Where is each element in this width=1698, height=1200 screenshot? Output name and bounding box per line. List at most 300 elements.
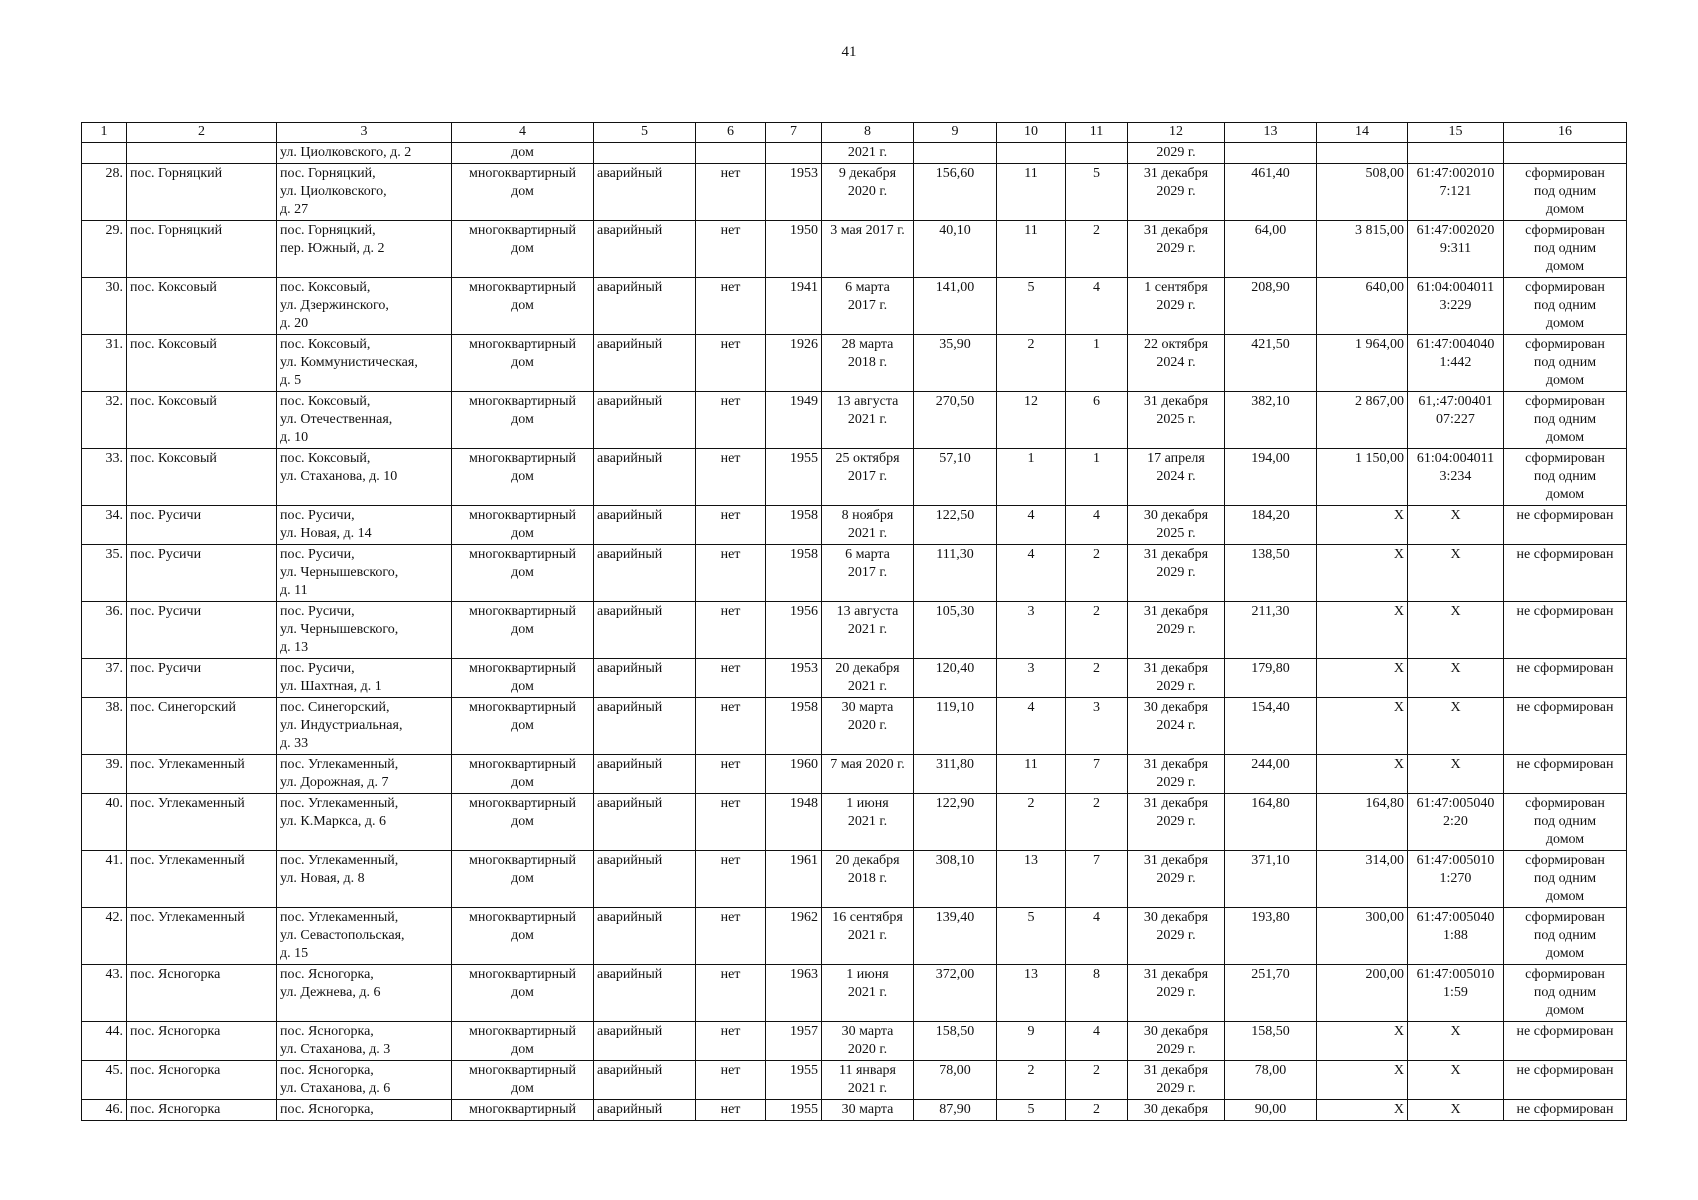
cell-resettlement-deadline: 31 декабря 2029 г. bbox=[1128, 659, 1225, 698]
cell-row-number: 28. bbox=[82, 164, 127, 221]
cell-cultural-heritage: нет bbox=[696, 908, 766, 965]
cell-row-number: 45. bbox=[82, 1061, 127, 1100]
cell-apartments: 4 bbox=[1066, 278, 1128, 335]
cell-condition: аварийный bbox=[594, 1061, 696, 1100]
cell-cultural-heritage: нет bbox=[696, 851, 766, 908]
cell-row-number: 39. bbox=[82, 755, 127, 794]
table-row bbox=[82, 851, 1627, 908]
cell-building-type: многоквартирный дом bbox=[452, 794, 594, 851]
cell-year-built: 1956 bbox=[766, 602, 822, 659]
cell-building-type: многоквартирный дом bbox=[452, 698, 594, 755]
cell-cadastral-number: X bbox=[1408, 1100, 1504, 1121]
cell-address: пос. Ясногорка, bbox=[277, 1100, 452, 1121]
cell-recognition-date: 2021 г. bbox=[822, 143, 914, 164]
cell-apartments: 7 bbox=[1066, 755, 1128, 794]
cell-area: 311,80 bbox=[914, 755, 997, 794]
cell-apartments: 2 bbox=[1066, 221, 1128, 278]
cell-recognition-date: 7 мая 2020 г. bbox=[822, 755, 914, 794]
cell-year-built: 1958 bbox=[766, 545, 822, 602]
cell-residents: 4 bbox=[997, 506, 1066, 545]
column-header-1: 1 bbox=[82, 123, 127, 143]
table-row bbox=[82, 1061, 1627, 1100]
table-row bbox=[82, 965, 1627, 1022]
cell-residents: 2 bbox=[997, 335, 1066, 392]
cell-area: 122,90 bbox=[914, 794, 997, 851]
cell-year-built: 1955 bbox=[766, 449, 822, 506]
cell-condition: аварийный bbox=[594, 755, 696, 794]
cell-row-number: 29. bbox=[82, 221, 127, 278]
cell-settlement: пос. Русичи bbox=[127, 545, 277, 602]
cell-residents: 5 bbox=[997, 1100, 1066, 1121]
cell-condition: аварийный bbox=[594, 1100, 696, 1121]
cell-recognition-date: 13 августа 2021 г. bbox=[822, 602, 914, 659]
cell-row-number: 30. bbox=[82, 278, 127, 335]
table-row bbox=[82, 602, 1627, 659]
cell-apartments: 2 bbox=[1066, 794, 1128, 851]
column-header-10: 10 bbox=[997, 123, 1066, 143]
cell-cadastral-number: X bbox=[1408, 1061, 1504, 1100]
cell-land-plot-area: X bbox=[1317, 506, 1408, 545]
cell-settlement: пос. Коксовый bbox=[127, 278, 277, 335]
cell-address: пос. Русичи, ул. Новая, д. 14 bbox=[277, 506, 452, 545]
cell-condition bbox=[594, 143, 696, 164]
cell-cultural-heritage: нет bbox=[696, 449, 766, 506]
cell-residents: 13 bbox=[997, 965, 1066, 1022]
cell-cadastral-number: 61:47:005010 1:59 bbox=[1408, 965, 1504, 1022]
cell-apartments: 2 bbox=[1066, 545, 1128, 602]
column-header-12: 12 bbox=[1128, 123, 1225, 143]
cell-recognition-date: 28 марта 2018 г. bbox=[822, 335, 914, 392]
cell-cultural-heritage: нет bbox=[696, 698, 766, 755]
cell-cadastral-number: 61:47:005040 1:88 bbox=[1408, 908, 1504, 965]
cell-resettlement-deadline: 22 октября 2024 г. bbox=[1128, 335, 1225, 392]
cell-cadastral-number: 61:47:005040 2:20 bbox=[1408, 794, 1504, 851]
cell-total-area: 78,00 bbox=[1225, 1061, 1317, 1100]
cell-row-number: 41. bbox=[82, 851, 127, 908]
cell-apartments: 8 bbox=[1066, 965, 1128, 1022]
cell-recognition-date: 9 декабря 2020 г. bbox=[822, 164, 914, 221]
table-row bbox=[82, 143, 1627, 164]
cell-row-number: 43. bbox=[82, 965, 127, 1022]
cell-apartments bbox=[1066, 143, 1128, 164]
cell-residents: 3 bbox=[997, 602, 1066, 659]
cell-area bbox=[914, 143, 997, 164]
cell-address: пос. Ясногорка, ул. Стаханова, д. 6 bbox=[277, 1061, 452, 1100]
cell-cadastral-number: 61:47:002010 7:121 bbox=[1408, 164, 1504, 221]
cell-address: пос. Коксовый, ул. Стаханова, д. 10 bbox=[277, 449, 452, 506]
column-header-11: 11 bbox=[1066, 123, 1128, 143]
cell-cultural-heritage bbox=[696, 143, 766, 164]
cell-area: 139,40 bbox=[914, 908, 997, 965]
cell-area: 40,10 bbox=[914, 221, 997, 278]
cell-year-built: 1949 bbox=[766, 392, 822, 449]
cell-land-plot-status: не сформирован bbox=[1504, 1022, 1627, 1061]
cell-land-plot-area: X bbox=[1317, 602, 1408, 659]
cell-settlement: пос. Синегорский bbox=[127, 698, 277, 755]
cell-area: 78,00 bbox=[914, 1061, 997, 1100]
cell-cadastral-number: X bbox=[1408, 602, 1504, 659]
column-header-8: 8 bbox=[822, 123, 914, 143]
cell-year-built: 1953 bbox=[766, 164, 822, 221]
cell-land-plot-area: X bbox=[1317, 698, 1408, 755]
cell-land-plot-area bbox=[1317, 143, 1408, 164]
cell-condition: аварийный bbox=[594, 851, 696, 908]
cell-condition: аварийный bbox=[594, 221, 696, 278]
cell-land-plot-area: 300,00 bbox=[1317, 908, 1408, 965]
cell-resettlement-deadline: 31 декабря 2029 г. bbox=[1128, 1061, 1225, 1100]
cell-resettlement-deadline: 30 декабря 2024 г. bbox=[1128, 698, 1225, 755]
cell-building-type: многоквартирный дом bbox=[452, 659, 594, 698]
cell-area: 141,00 bbox=[914, 278, 997, 335]
cell-building-type: многоквартирный дом bbox=[452, 965, 594, 1022]
cell-apartments: 7 bbox=[1066, 851, 1128, 908]
cell-resettlement-deadline: 30 декабря 2029 г. bbox=[1128, 1022, 1225, 1061]
cell-cultural-heritage: нет bbox=[696, 164, 766, 221]
cell-settlement bbox=[127, 143, 277, 164]
cell-land-plot-area: 3 815,00 bbox=[1317, 221, 1408, 278]
cell-condition: аварийный bbox=[594, 164, 696, 221]
cell-building-type: многоквартирный дом bbox=[452, 449, 594, 506]
cell-address: пос. Углекаменный, ул. К.Маркса, д. 6 bbox=[277, 794, 452, 851]
cell-resettlement-deadline: 31 декабря 2025 г. bbox=[1128, 392, 1225, 449]
cell-year-built: 1957 bbox=[766, 1022, 822, 1061]
table-row bbox=[82, 335, 1627, 392]
column-header-6: 6 bbox=[696, 123, 766, 143]
cell-apartments: 3 bbox=[1066, 698, 1128, 755]
cell-total-area: 64,00 bbox=[1225, 221, 1317, 278]
cell-settlement: пос. Ясногорка bbox=[127, 1100, 277, 1121]
cell-row-number: 37. bbox=[82, 659, 127, 698]
column-header-16: 16 bbox=[1504, 123, 1627, 143]
cell-apartments: 6 bbox=[1066, 392, 1128, 449]
cell-apartments: 2 bbox=[1066, 602, 1128, 659]
cell-residents: 1 bbox=[997, 449, 1066, 506]
cell-settlement: пос. Углекаменный bbox=[127, 851, 277, 908]
cell-land-plot-status: не сформирован bbox=[1504, 1100, 1627, 1121]
cell-cultural-heritage: нет bbox=[696, 545, 766, 602]
cell-building-type: многоквартирный дом bbox=[452, 164, 594, 221]
cell-recognition-date: 16 сентября 2021 г. bbox=[822, 908, 914, 965]
cell-address: пос. Русичи, ул. Чернышевского, д. 13 bbox=[277, 602, 452, 659]
cell-total-area: 90,00 bbox=[1225, 1100, 1317, 1121]
cell-year-built bbox=[766, 143, 822, 164]
cell-condition: аварийный bbox=[594, 1022, 696, 1061]
cell-apartments: 4 bbox=[1066, 908, 1128, 965]
cell-row-number: 36. bbox=[82, 602, 127, 659]
table-row bbox=[82, 221, 1627, 278]
cell-area: 308,10 bbox=[914, 851, 997, 908]
cell-recognition-date: 8 ноября 2021 г. bbox=[822, 506, 914, 545]
cell-recognition-date: 30 марта 2020 г. bbox=[822, 1022, 914, 1061]
cell-address: пос. Горняцкий, ул. Циолковского, д. 27 bbox=[277, 164, 452, 221]
cell-condition: аварийный bbox=[594, 698, 696, 755]
cell-total-area: 184,20 bbox=[1225, 506, 1317, 545]
table-row bbox=[82, 164, 1627, 221]
cell-building-type: многоквартирный дом bbox=[452, 335, 594, 392]
cell-row-number: 33. bbox=[82, 449, 127, 506]
cell-apartments: 2 bbox=[1066, 659, 1128, 698]
cell-address: пос. Коксовый, ул. Коммунистическая, д. 5 bbox=[277, 335, 452, 392]
column-header-2: 2 bbox=[127, 123, 277, 143]
cell-resettlement-deadline: 30 декабря 2025 г. bbox=[1128, 506, 1225, 545]
table-row bbox=[82, 755, 1627, 794]
cell-area: 372,00 bbox=[914, 965, 997, 1022]
cell-residents: 13 bbox=[997, 851, 1066, 908]
cell-land-plot-status: сформирован под одним домом bbox=[1504, 851, 1627, 908]
cell-recognition-date: 3 мая 2017 г. bbox=[822, 221, 914, 278]
cell-recognition-date: 6 марта 2017 г. bbox=[822, 278, 914, 335]
cell-residents: 2 bbox=[997, 1061, 1066, 1100]
cell-row-number: 35. bbox=[82, 545, 127, 602]
cell-resettlement-deadline: 30 декабря 2029 г. bbox=[1128, 908, 1225, 965]
cell-land-plot-status: сформирован под одним домом bbox=[1504, 965, 1627, 1022]
cell-residents: 11 bbox=[997, 164, 1066, 221]
table-row bbox=[82, 659, 1627, 698]
cell-recognition-date: 6 марта 2017 г. bbox=[822, 545, 914, 602]
cell-building-type: многоквартирный дом bbox=[452, 908, 594, 965]
cell-recognition-date: 1 июня 2021 г. bbox=[822, 965, 914, 1022]
cell-settlement: пос. Ясногорка bbox=[127, 1022, 277, 1061]
cell-settlement: пос. Русичи bbox=[127, 602, 277, 659]
cell-land-plot-status: не сформирован bbox=[1504, 506, 1627, 545]
cell-row-number: 42. bbox=[82, 908, 127, 965]
cell-residents: 5 bbox=[997, 278, 1066, 335]
cell-year-built: 1955 bbox=[766, 1100, 822, 1121]
cell-cultural-heritage: нет bbox=[696, 392, 766, 449]
cell-building-type: многоквартирный дом bbox=[452, 278, 594, 335]
cell-resettlement-deadline: 31 декабря 2029 г. bbox=[1128, 221, 1225, 278]
cell-building-type: многоквартирный дом bbox=[452, 1061, 594, 1100]
cell-address: пос. Ясногорка, ул. Стаханова, д. 3 bbox=[277, 1022, 452, 1061]
cell-recognition-date: 30 марта bbox=[822, 1100, 914, 1121]
cell-area: 120,40 bbox=[914, 659, 997, 698]
cell-cultural-heritage: нет bbox=[696, 335, 766, 392]
cell-residents: 3 bbox=[997, 659, 1066, 698]
cell-year-built: 1961 bbox=[766, 851, 822, 908]
cell-building-type: многоквартирный дом bbox=[452, 1022, 594, 1061]
cell-year-built: 1960 bbox=[766, 755, 822, 794]
table-row bbox=[82, 1022, 1627, 1061]
cell-land-plot-area: 640,00 bbox=[1317, 278, 1408, 335]
cell-condition: аварийный bbox=[594, 545, 696, 602]
cell-resettlement-deadline: 30 декабря bbox=[1128, 1100, 1225, 1121]
cell-building-type: многоквартирный bbox=[452, 1100, 594, 1121]
cell-resettlement-deadline: 31 декабря 2029 г. bbox=[1128, 851, 1225, 908]
cell-cadastral-number: 61:47:004040 1:442 bbox=[1408, 335, 1504, 392]
cell-total-area: 461,40 bbox=[1225, 164, 1317, 221]
cell-cadastral-number: X bbox=[1408, 545, 1504, 602]
cell-total-area: 382,10 bbox=[1225, 392, 1317, 449]
table-row bbox=[82, 392, 1627, 449]
cell-total-area: 371,10 bbox=[1225, 851, 1317, 908]
cell-year-built: 1953 bbox=[766, 659, 822, 698]
cell-total-area: 164,80 bbox=[1225, 794, 1317, 851]
cell-building-type: дом bbox=[452, 143, 594, 164]
cell-apartments: 4 bbox=[1066, 506, 1128, 545]
column-header-14: 14 bbox=[1317, 123, 1408, 143]
cell-area: 119,10 bbox=[914, 698, 997, 755]
cell-land-plot-area: 314,00 bbox=[1317, 851, 1408, 908]
cell-year-built: 1963 bbox=[766, 965, 822, 1022]
cell-cultural-heritage: нет bbox=[696, 794, 766, 851]
cell-land-plot-area: X bbox=[1317, 755, 1408, 794]
cell-land-plot-area: 164,80 bbox=[1317, 794, 1408, 851]
cell-total-area: 154,40 bbox=[1225, 698, 1317, 755]
cell-area: 35,90 bbox=[914, 335, 997, 392]
cell-recognition-date: 13 августа 2021 г. bbox=[822, 392, 914, 449]
cell-land-plot-status bbox=[1504, 143, 1627, 164]
cell-address: ул. Циолковского, д. 2 bbox=[277, 143, 452, 164]
cell-resettlement-deadline: 1 сентября 2029 г. bbox=[1128, 278, 1225, 335]
cell-residents bbox=[997, 143, 1066, 164]
emergency-housing-table bbox=[81, 122, 1627, 1121]
cell-cadastral-number: 61:47:002020 9:311 bbox=[1408, 221, 1504, 278]
cell-address: пос. Углекаменный, ул. Севастопольская, д. 15 bbox=[277, 908, 452, 965]
cell-land-plot-status: сформирован под одним домом bbox=[1504, 335, 1627, 392]
cell-building-type: многоквартирный дом bbox=[452, 545, 594, 602]
cell-land-plot-area: 508,00 bbox=[1317, 164, 1408, 221]
table-body bbox=[82, 143, 1627, 1121]
header-row bbox=[82, 123, 1627, 143]
cell-land-plot-area: 1 964,00 bbox=[1317, 335, 1408, 392]
column-header-4: 4 bbox=[452, 123, 594, 143]
cell-land-plot-status: сформирован под одним домом bbox=[1504, 449, 1627, 506]
cell-condition: аварийный bbox=[594, 965, 696, 1022]
cell-apartments: 4 bbox=[1066, 1022, 1128, 1061]
page-number: 41 bbox=[841, 44, 857, 60]
table-header bbox=[82, 123, 1627, 143]
cell-cadastral-number: 61:04:004011 3:234 bbox=[1408, 449, 1504, 506]
cell-recognition-date: 1 июня 2021 г. bbox=[822, 794, 914, 851]
cell-cultural-heritage: нет bbox=[696, 1022, 766, 1061]
cell-cadastral-number: 61,:47:00401 07:227 bbox=[1408, 392, 1504, 449]
cell-total-area: 193,80 bbox=[1225, 908, 1317, 965]
column-header-9: 9 bbox=[914, 123, 997, 143]
cell-cultural-heritage: нет bbox=[696, 965, 766, 1022]
cell-cadastral-number: X bbox=[1408, 698, 1504, 755]
cell-land-plot-area: X bbox=[1317, 1022, 1408, 1061]
table-row bbox=[82, 449, 1627, 506]
cell-building-type: многоквартирный дом bbox=[452, 602, 594, 659]
cell-settlement: пос. Углекаменный bbox=[127, 908, 277, 965]
cell-address: пос. Ясногорка, ул. Дежнева, д. 6 bbox=[277, 965, 452, 1022]
cell-residents: 4 bbox=[997, 698, 1066, 755]
cell-settlement: пос. Коксовый bbox=[127, 392, 277, 449]
cell-total-area: 194,00 bbox=[1225, 449, 1317, 506]
cell-address: пос. Коксовый, ул. Отечественная, д. 10 bbox=[277, 392, 452, 449]
cell-total-area bbox=[1225, 143, 1317, 164]
table-row bbox=[82, 698, 1627, 755]
cell-address: пос. Углекаменный, ул. Дорожная, д. 7 bbox=[277, 755, 452, 794]
table-row bbox=[82, 278, 1627, 335]
cell-row-number: 32. bbox=[82, 392, 127, 449]
cell-settlement: пос. Углекаменный bbox=[127, 755, 277, 794]
cell-land-plot-status: не сформирован bbox=[1504, 698, 1627, 755]
table-row bbox=[82, 506, 1627, 545]
cell-resettlement-deadline: 31 декабря 2029 г. bbox=[1128, 602, 1225, 659]
cell-year-built: 1958 bbox=[766, 698, 822, 755]
cell-area: 270,50 bbox=[914, 392, 997, 449]
cell-building-type: многоквартирный дом bbox=[452, 392, 594, 449]
cell-total-area: 244,00 bbox=[1225, 755, 1317, 794]
cell-total-area: 208,90 bbox=[1225, 278, 1317, 335]
cell-cultural-heritage: нет bbox=[696, 221, 766, 278]
cell-land-plot-status: сформирован под одним домом bbox=[1504, 221, 1627, 278]
cell-row-number: 34. bbox=[82, 506, 127, 545]
cell-residents: 11 bbox=[997, 755, 1066, 794]
cell-condition: аварийный bbox=[594, 278, 696, 335]
cell-land-plot-area: X bbox=[1317, 1100, 1408, 1121]
cell-year-built: 1955 bbox=[766, 1061, 822, 1100]
cell-cadastral-number: X bbox=[1408, 659, 1504, 698]
cell-cultural-heritage: нет bbox=[696, 1100, 766, 1121]
cell-recognition-date: 11 января 2021 г. bbox=[822, 1061, 914, 1100]
column-header-13: 13 bbox=[1225, 123, 1317, 143]
cell-area: 87,90 bbox=[914, 1100, 997, 1121]
cell-cultural-heritage: нет bbox=[696, 659, 766, 698]
cell-land-plot-area: 2 867,00 bbox=[1317, 392, 1408, 449]
cell-area: 122,50 bbox=[914, 506, 997, 545]
cell-cultural-heritage: нет bbox=[696, 506, 766, 545]
cell-condition: аварийный bbox=[594, 659, 696, 698]
cell-apartments: 5 bbox=[1066, 164, 1128, 221]
cell-resettlement-deadline: 17 апреля 2024 г. bbox=[1128, 449, 1225, 506]
cell-address: пос. Горняцкий, пер. Южный, д. 2 bbox=[277, 221, 452, 278]
cell-settlement: пос. Русичи bbox=[127, 659, 277, 698]
cell-area: 105,30 bbox=[914, 602, 997, 659]
cell-apartments: 1 bbox=[1066, 449, 1128, 506]
cell-resettlement-deadline: 31 декабря 2029 г. bbox=[1128, 545, 1225, 602]
cell-settlement: пос. Горняцкий bbox=[127, 164, 277, 221]
cell-resettlement-deadline: 31 декабря 2029 г. bbox=[1128, 164, 1225, 221]
cell-year-built: 1941 bbox=[766, 278, 822, 335]
cell-residents: 12 bbox=[997, 392, 1066, 449]
cell-condition: аварийный bbox=[594, 335, 696, 392]
cell-year-built: 1950 bbox=[766, 221, 822, 278]
cell-residents: 5 bbox=[997, 908, 1066, 965]
cell-year-built: 1962 bbox=[766, 908, 822, 965]
cell-row-number: 40. bbox=[82, 794, 127, 851]
cell-building-type: многоквартирный дом bbox=[452, 851, 594, 908]
cell-land-plot-status: не сформирован bbox=[1504, 545, 1627, 602]
cell-total-area: 138,50 bbox=[1225, 545, 1317, 602]
cell-row-number: 44. bbox=[82, 1022, 127, 1061]
column-header-15: 15 bbox=[1408, 123, 1504, 143]
column-header-3: 3 bbox=[277, 123, 452, 143]
cell-row-number: 46. bbox=[82, 1100, 127, 1121]
cell-land-plot-area: 200,00 bbox=[1317, 965, 1408, 1022]
cell-cadastral-number: X bbox=[1408, 1022, 1504, 1061]
table-row bbox=[82, 794, 1627, 851]
cell-building-type: многоквартирный дом bbox=[452, 755, 594, 794]
cell-total-area: 251,70 bbox=[1225, 965, 1317, 1022]
cell-row-number: 38. bbox=[82, 698, 127, 755]
cell-area: 156,60 bbox=[914, 164, 997, 221]
cell-condition: аварийный bbox=[594, 908, 696, 965]
cell-address: пос. Русичи, ул. Чернышевского, д. 11 bbox=[277, 545, 452, 602]
cell-condition: аварийный bbox=[594, 506, 696, 545]
cell-residents: 9 bbox=[997, 1022, 1066, 1061]
cell-total-area: 211,30 bbox=[1225, 602, 1317, 659]
cell-apartments: 1 bbox=[1066, 335, 1128, 392]
cell-land-plot-status: не сформирован bbox=[1504, 755, 1627, 794]
cell-row-number bbox=[82, 143, 127, 164]
cell-settlement: пос. Горняцкий bbox=[127, 221, 277, 278]
cell-recognition-date: 20 декабря 2021 г. bbox=[822, 659, 914, 698]
cell-row-number: 31. bbox=[82, 335, 127, 392]
cell-address: пос. Углекаменный, ул. Новая, д. 8 bbox=[277, 851, 452, 908]
cell-resettlement-deadline: 2029 г. bbox=[1128, 143, 1225, 164]
